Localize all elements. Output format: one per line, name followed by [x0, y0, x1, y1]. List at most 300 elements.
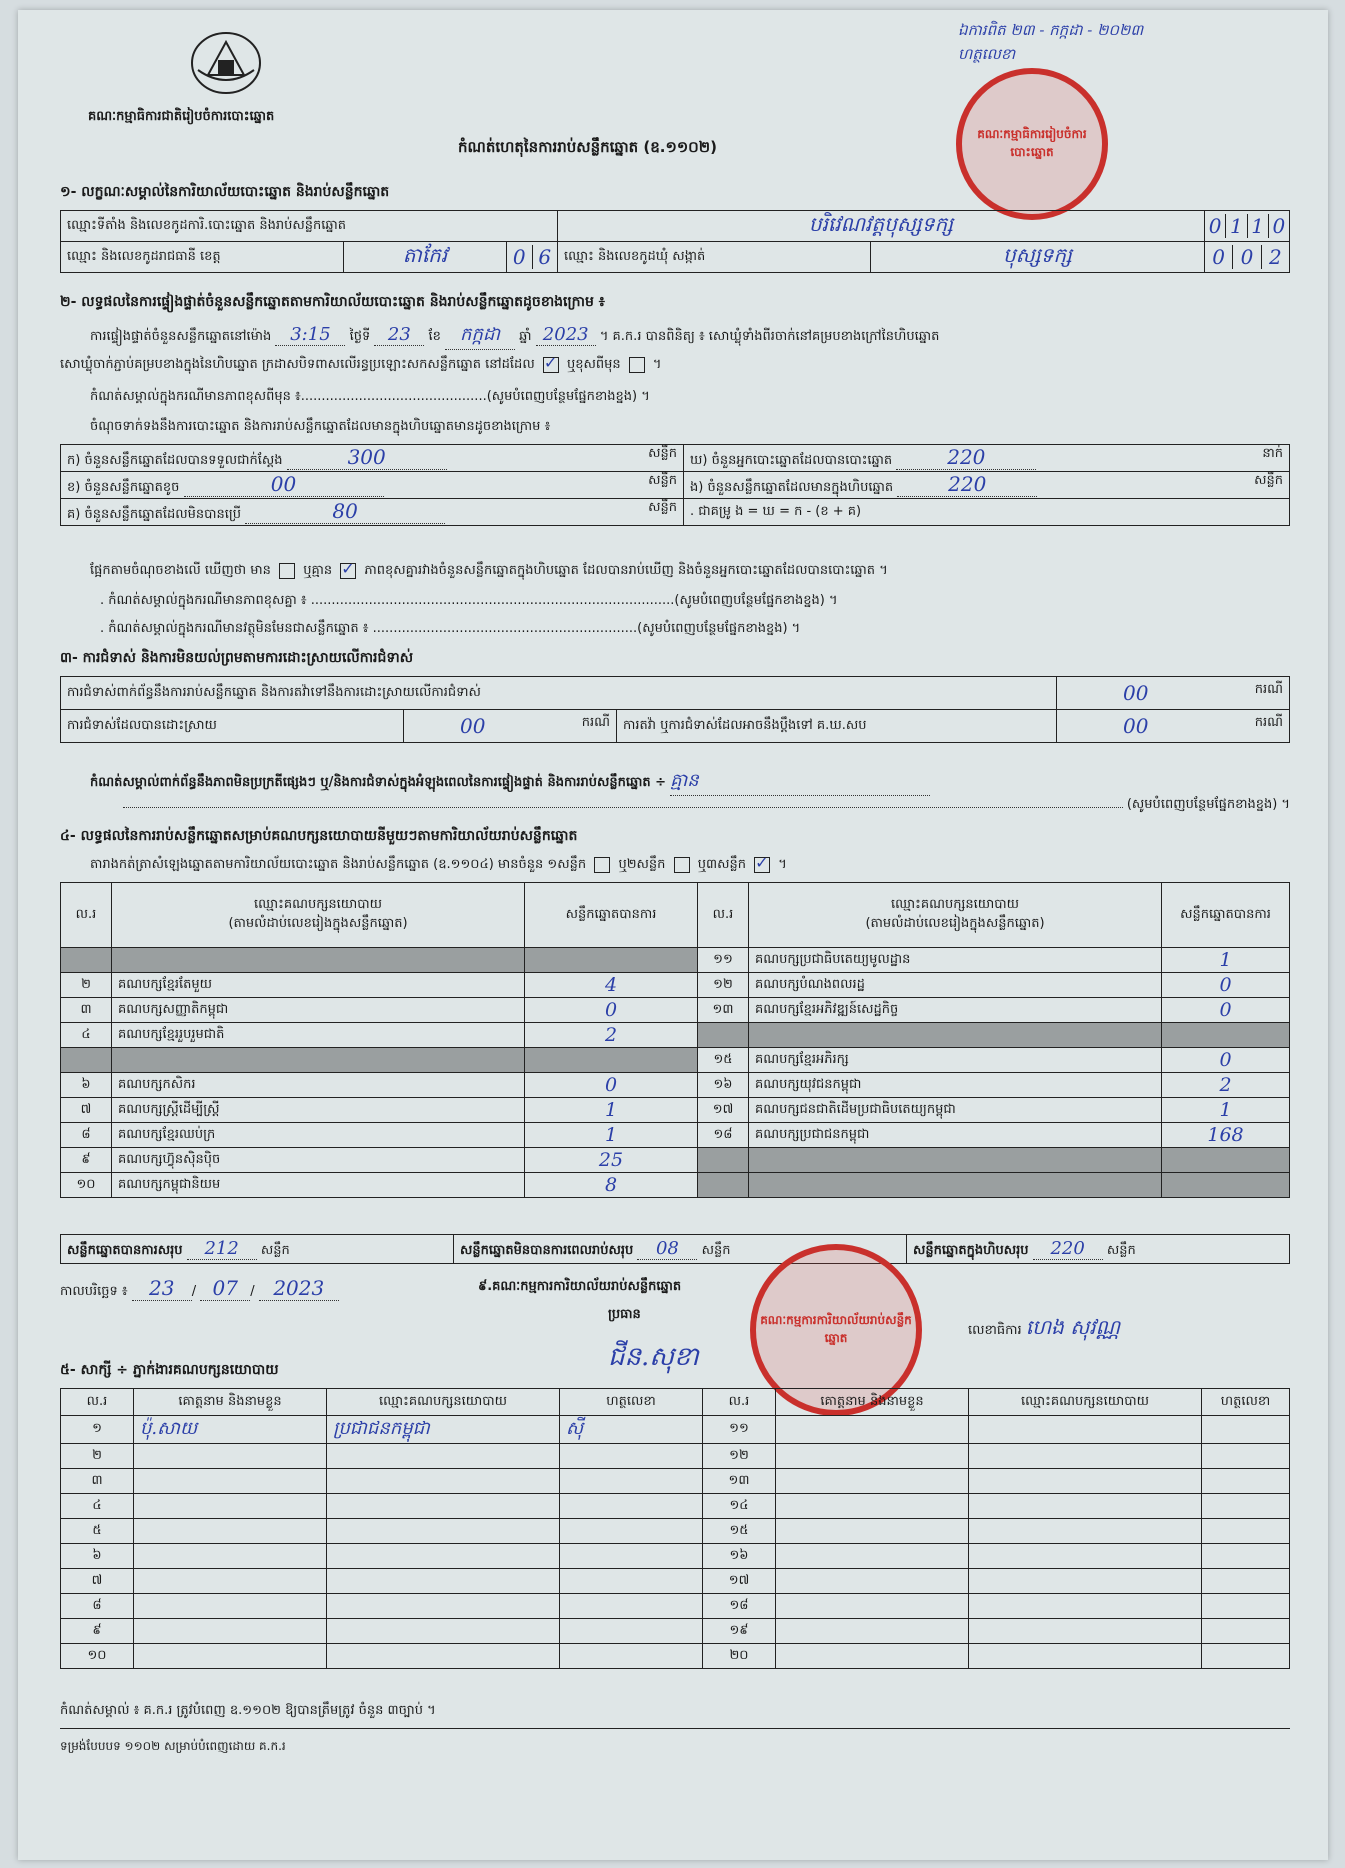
party-name: គណបក្សប្រជាធិបតេយ្យមូលដ្ឋាន — [749, 948, 1162, 973]
party-name: គណបក្សខ្មែរតែមួយ — [112, 973, 525, 998]
witness-no: ១២ — [703, 1444, 776, 1469]
two-sheet-label: ឬ២សន្លឹក — [618, 857, 666, 872]
secretary-signature: ហេង សុវណ្ណ — [1025, 1315, 1121, 1339]
verification-year: 2023 — [536, 324, 596, 346]
date-label: កាលបរិច្ឆេទ ៖ — [60, 1284, 128, 1299]
witness-name — [776, 1594, 969, 1619]
witness-no: ៣ — [61, 1469, 134, 1494]
province-label: ឈ្មោះ និងលេខកូដរាជធានី ខេត្ត — [61, 242, 344, 273]
location-code — [1205, 211, 1290, 242]
party-no: ១៥ — [698, 1048, 749, 1073]
col-no: ល.រ — [61, 883, 112, 948]
irregularity-value: គ្មាន — [670, 768, 930, 796]
appeal-count-cell — [1057, 710, 1290, 743]
unit-label: សន្លឹក — [648, 446, 677, 461]
party-votes: 8 — [525, 1173, 698, 1198]
case-unit: ករណី — [1254, 682, 1283, 697]
witness-no: ៤ — [61, 1494, 134, 1519]
section4-heading: ៤- លទ្ធផលនៃការរាប់សន្លឹកឆ្នោតសម្រាប់គណបក្សនយោបាយនីមួយៗតាមការិយាល័យរាប់សន្លឹកឆ្នោត — [60, 828, 578, 844]
table-row — [61, 1569, 1290, 1594]
witness-signature — [560, 1469, 703, 1494]
box-total: 220 — [1033, 1238, 1103, 1260]
col-no: ល.រ — [61, 1389, 134, 1416]
province-value: តាកែវ — [344, 242, 507, 273]
witness-name — [776, 1519, 969, 1544]
party-name: គណបក្សជនជាតិដើមប្រជាធិបតេយ្យកម្ពុជា — [749, 1098, 1162, 1123]
col-party — [112, 883, 525, 948]
witness-no: ១៣ — [703, 1469, 776, 1494]
col-sign: ហត្ថលេខា — [560, 1389, 703, 1416]
commune-value: បុស្សទក្ស — [871, 242, 1205, 273]
col-sign: ហត្ថលេខា — [1202, 1389, 1290, 1416]
section2-heading: ២- លទ្ធផលនៃការផ្ទៀងផ្ទាត់ចំនួនសន្លឹកឆ្នោតតាមការិយាល័យបោះឆ្នោត និងរាប់សន្លឹកឆ្នោតដូចខាងក្រោម ៖ — [60, 294, 605, 310]
code-digit: 6 — [538, 245, 552, 269]
party-votes: 1 — [525, 1098, 698, 1123]
party-rows — [61, 948, 1290, 1198]
resolved-count-cell — [404, 710, 617, 743]
party-votes — [525, 948, 698, 973]
col-name: គោត្តនាម និងនាមខ្លួន — [776, 1389, 969, 1416]
party-name — [749, 1148, 1162, 1173]
col-party: ឈ្មោះគណបក្សនយោបាយ — [969, 1389, 1202, 1416]
party-votes: 2 — [1162, 1073, 1290, 1098]
sheet-count-text: តារាងកត់ត្រាសំឡេងឆ្នោតតាមការិយាល័យបោះឆ្នោត និងរាប់សន្លឹកឆ្នោត (ឧ.១១០៤) មានចំនួន ១សន្លឹក — [90, 857, 587, 872]
chair-signature: ជីន.សុខា — [608, 1342, 699, 1372]
verification-time: 3:15 — [275, 324, 345, 346]
year-label: ឆ្នាំ — [519, 329, 532, 344]
official-stamp-bottom: គណៈកម្មការការិយាល័យរាប់សន្លឹកឆ្នោត — [750, 1244, 922, 1416]
form-page — [18, 10, 1328, 1860]
witness-name — [134, 1544, 327, 1569]
witness-party — [969, 1494, 1202, 1519]
witness-name — [134, 1444, 327, 1469]
party-votes: 168 — [1162, 1123, 1290, 1148]
party-name: គណបក្សបំណងពលរដ្ឋ — [749, 973, 1162, 998]
party-no: ១៣ — [698, 998, 749, 1023]
day-label: ថ្ងៃទី — [349, 329, 371, 344]
irregularity-tail — [60, 796, 1290, 815]
objection-table — [60, 676, 1290, 743]
col-votes: សន្លឹកឆ្នោតបានការ — [525, 883, 698, 948]
section1-heading: ១- លក្ខណៈសម្គាល់នៃការិយាល័យបោះឆ្នោត និងរាប់សន្លឹកឆ្នោត — [60, 184, 390, 200]
witness-party — [969, 1544, 1202, 1569]
party-votes — [1162, 1023, 1290, 1048]
witness-signature — [1202, 1444, 1290, 1469]
box-total-label: សន្លឹកឆ្នោតក្នុងហិបសរុប — [913, 1242, 1029, 1258]
section1-table — [60, 210, 1290, 273]
witness-name — [134, 1519, 327, 1544]
objection-label: ការជំទាស់ពាក់ព័ន្ធនឹងការរាប់សន្លឹកឆ្នោត និងការតវ៉ាទៅនឹងការដោះស្រាយលើការជំទាស់ — [61, 677, 1057, 710]
difference-text: ភាពខុសគ្នារវាងចំនួនសន្លឹកឆ្នោតក្នុងហិបឆ្នោត ដែលបានរាប់ឃើញ និងចំនួនអ្នកបោះឆ្នោតដែលបានបោះឆ្នោត ។ — [364, 563, 888, 578]
party-votes: 0 — [1162, 1048, 1290, 1073]
commune-code — [1205, 242, 1290, 273]
party-votes: 1 — [1162, 1098, 1290, 1123]
points-intro: ចំណុចទាក់ទងនឹងការបោះឆ្នោត និងការរាប់សន្លឹកឆ្នោតដែលមានក្នុងហិបឆ្នោតមានដូចខាងក្រោម ៖ — [90, 419, 551, 434]
seal-text: សោឃ្លុំចាក់ភ្ជាប់គម្របខាងក្នុងនៃហិបឆ្នោត ក្រដាសបិទពាសលើរន្ធប្រឡោះសកសន្លឹកឆ្នោត នៅដដែល — [60, 357, 535, 372]
party-votes: 2 — [525, 1023, 698, 1048]
case-unit: ករណី — [581, 715, 610, 730]
party-no — [698, 1023, 749, 1048]
seal-line: សោឃ្លុំចាក់ភ្ជាប់គម្របខាងក្នុងនៃហិបឆ្នោត ក្រដាសបិទពាសលើរន្ធប្រឡោះសកសន្លឹកឆ្នោត នៅដដែល ✓ ឬខុសពីមុន ។ — [60, 356, 661, 375]
code-digit: 1 — [1226, 214, 1247, 238]
spoiled-value: 00 — [184, 472, 384, 497]
invalid-total: 08 — [637, 1238, 697, 1260]
form-reference: ទម្រង់បែបបទ ១១០២ សម្រាប់បំពេញដោយ គ.ក.រ — [60, 1739, 286, 1753]
irregularity-tail-text: (សូមបំពេញបន្ថែមផ្នែកខាងខ្នង) ។ — [1126, 797, 1290, 812]
witness-party — [969, 1519, 1202, 1544]
corner-note: ឯការពិត ២៣ - កក្កដា - ២០២៣ ហត្ថលេខា — [958, 21, 1144, 63]
witness-no: ៨ — [61, 1594, 134, 1619]
appeal-label: ការតវ៉ា ឬការជំទាស់ដែលអាចនឹងប្តឹងទៅ គ.ឃ.សប — [617, 710, 1057, 743]
witness-name — [776, 1569, 969, 1594]
witness-no: ៦ — [61, 1544, 134, 1569]
table-row — [61, 1519, 1290, 1544]
witness-signature — [1202, 1544, 1290, 1569]
table-row — [61, 1173, 1290, 1198]
unit-label: សន្លឹក — [1106, 1242, 1136, 1258]
witness-signature — [560, 1519, 703, 1544]
unused-value: 80 — [245, 499, 445, 524]
witness-signature — [560, 1619, 703, 1644]
three-sheet-checkbox[interactable] — [754, 857, 770, 873]
witness-party — [969, 1416, 1202, 1444]
secretary-line — [968, 1314, 1120, 1344]
table-row — [61, 1619, 1290, 1644]
witness-name — [134, 1644, 327, 1669]
secretary-label: លេខាធិការ — [968, 1323, 1022, 1338]
party-no: ៤ — [61, 1023, 112, 1048]
party-name: គណបក្សប្រជាជនកម្ពុជា — [749, 1123, 1162, 1148]
unit-label: សន្លឹក — [701, 1242, 731, 1258]
witness-no: ២ — [61, 1444, 134, 1469]
code-digit: 0 — [1205, 214, 1226, 238]
party-name — [112, 948, 525, 973]
difference-remark: . កំណត់សម្គាល់ក្នុងករណីមានភាពខុសគ្នា ៖ ........................................................................................(សូមបំពេញបន្ថែមផ្នែកខាងខ្នង) ។ — [100, 593, 838, 608]
code-digit: 0 — [1205, 245, 1233, 269]
party-name — [749, 1173, 1162, 1198]
party-votes: 1 — [1162, 948, 1290, 973]
witness-party — [327, 1594, 560, 1619]
objection-count-cell — [1057, 677, 1290, 710]
party-no: ៧ — [61, 1098, 112, 1123]
party-no: ១៧ — [698, 1098, 749, 1123]
table-row — [61, 1148, 1290, 1173]
formula-cell: . ជាគម្រូ ង = ឃ = ក - (ខ + គ) — [684, 499, 1290, 526]
col-name: គោត្តនាម និងនាមខ្លួន — [134, 1389, 327, 1416]
box-ballots-value: 220 — [897, 472, 1037, 497]
witness-table — [60, 1388, 1290, 1669]
objection-count: 00 — [1123, 681, 1149, 705]
party-name: គណបក្សកសិករ — [112, 1073, 525, 1098]
unused-label: គ) ចំនួនសន្លឹកឆ្នោតដែលមិនបានប្រើ — [67, 507, 241, 522]
foreign-object-remark: . កំណត់សម្គាល់ក្នុងករណីមានវត្ថុមិនមែនជាសន្លឹកឆ្នោត ៖ ................................................................(សូមបំពេញបន្ថែមផ្នែកខាងខ្នង) ។ — [100, 621, 801, 636]
date-line: កាលបរិច្ឆេទ ៖ 23 / 07 / 2023 — [60, 1276, 339, 1302]
voters-value: 220 — [896, 445, 1036, 470]
changed-label: ឬខុសពីមុន — [566, 357, 621, 372]
witness-party — [969, 1469, 1202, 1494]
difference-note: កំណត់សម្គាល់ក្នុងករណីមានភាពខុសពីមុន ៖.............................................(សូមបំពេញបន្ថែមផ្នែកខាងខ្នង) ។ — [90, 389, 650, 404]
witness-party — [327, 1544, 560, 1569]
witness-no: ១៤ — [703, 1494, 776, 1519]
witness-signature — [560, 1594, 703, 1619]
party-name: គណបក្សខ្មែរអភិវឌ្ឍន៍សេដ្ឋកិច្ច — [749, 998, 1162, 1023]
sheet-count-line: តារាងកត់ត្រាសំឡេងឆ្នោតតាមការិយាល័យបោះឆ្នោត និងរាប់សន្លឹកឆ្នោត (ឧ.១១០៤) មានចំនួន ១សន្លឹក ឬ២សន្លឹក ឬ៣សន្លឹក ✓ ។ — [90, 856, 787, 875]
party-votes — [1162, 1173, 1290, 1198]
col-no: ល.រ — [698, 883, 749, 948]
witness-signature — [1202, 1494, 1290, 1519]
witness-name — [776, 1644, 969, 1669]
witness-no: ១ — [61, 1416, 134, 1444]
no-difference-checkbox[interactable] — [340, 563, 356, 579]
witness-name — [134, 1619, 327, 1644]
witness-signature — [1202, 1594, 1290, 1619]
witness-signature — [560, 1494, 703, 1519]
party-votes: 4 — [525, 973, 698, 998]
witness-no: ៧ — [61, 1569, 134, 1594]
col-party: ឈ្មោះគណបក្សនយោបាយ — [327, 1389, 560, 1416]
table-row — [61, 1644, 1290, 1669]
voters-label: ឃ) ចំនួនអ្នកបោះឆ្នោតដែលបានបោះឆ្នោត — [690, 453, 893, 468]
official-stamp-top: គណៈកម្មាធិការរៀបចំការបោះឆ្នោត — [956, 68, 1108, 220]
party-name — [749, 1023, 1162, 1048]
witness-party — [969, 1619, 1202, 1644]
witness-no: ៥ — [61, 1519, 134, 1544]
voters-cell — [684, 445, 1290, 472]
party-no: ២ — [61, 973, 112, 998]
party-name: គណបក្សកម្ពុជានិយម — [112, 1173, 525, 1198]
table-row — [61, 1416, 1290, 1444]
party-name: គណបក្សខ្មែរអភិរក្ស — [749, 1048, 1162, 1073]
col-party-sub: (តាមលំដាប់លេខរៀងក្នុងសន្លឹកឆ្នោត) — [228, 916, 408, 931]
case-unit: ករណី — [1254, 715, 1283, 730]
section3-heading: ៣- ការជំទាស់ និងការមិនយល់ព្រមតាមការដោះស្រាយលើការជំទាស់ — [60, 650, 414, 666]
table-row — [61, 1594, 1290, 1619]
party-no: ៨ — [61, 1123, 112, 1148]
invalid-total-label: សន្លឹកឆ្នោតមិនបានការពេលរាប់សរុប — [460, 1242, 634, 1258]
party-no — [61, 948, 112, 973]
difference-check-line — [90, 562, 888, 581]
witness-no: ១៥ — [703, 1519, 776, 1544]
emblem-icon — [188, 30, 264, 96]
location-value: បរិវេណវត្តបុស្សទក្ស — [558, 211, 1205, 242]
table-row — [61, 1073, 1290, 1098]
party-votes — [525, 1048, 698, 1073]
has-label: ផ្អែកតាមចំណុចខាងលើ ឃើញថា មាន — [90, 563, 271, 578]
changed-checkbox[interactable] — [629, 357, 645, 373]
party-no: ៩ — [61, 1148, 112, 1173]
verification-text-tail: ។ គ.ក.រ បានពិនិត្យ ៖ សោឃ្លុំទាំងពីរចាក់នៅគម្របខាងក្រៅនៃហិបឆ្នោត — [599, 329, 940, 344]
witness-signature — [560, 1569, 703, 1594]
valid-total-cell — [61, 1235, 454, 1264]
totals-table — [60, 1234, 1290, 1264]
location-label: ឈ្មោះទីតាំង និងលេខកូដការិ.បោះឆ្នោត និងរាប់សន្លឹកឆ្នោត — [61, 211, 558, 242]
verification-text: ការផ្ទៀងផ្ទាត់ចំនួនសន្លឹកឆ្នោតនៅម៉ោង — [90, 329, 272, 344]
date-month: 07 — [200, 1276, 250, 1301]
unit-label: សន្លឹក — [1254, 473, 1283, 488]
code-digit: 0 — [1272, 214, 1286, 238]
party-name: គណបក្សសញ្ញាតិកម្ពុជា — [112, 998, 525, 1023]
witness-name — [776, 1444, 969, 1469]
irregularity-label: កំណត់សម្គាល់ពាក់ព័ន្ធនឹងភាពមិនប្រក្រតីផ្សេងៗ ឬ/និងការជំទាស់ក្នុងអំឡុងពេលនៃការផ្ទៀងផ្ទាត់ និងការរាប់សន្លឹកឆ្នោត ÷ — [90, 775, 667, 790]
witness-name — [134, 1494, 327, 1519]
col-party — [749, 883, 1162, 948]
unit-label: នាក់ — [1262, 446, 1283, 461]
party-votes: 0 — [1162, 998, 1290, 1023]
table-row — [61, 1469, 1290, 1494]
verification-day: 23 — [374, 324, 424, 346]
witness-no: ១១ — [703, 1416, 776, 1444]
witness-signature: ស៊ី — [560, 1416, 703, 1444]
party-no: ៣ — [61, 998, 112, 1023]
witness-no: ១០ — [61, 1644, 134, 1669]
party-votes: 0 — [525, 998, 698, 1023]
witness-party — [969, 1569, 1202, 1594]
table-row — [61, 998, 1290, 1023]
witness-no: ១៦ — [703, 1544, 776, 1569]
col-party-label: ឈ្មោះគណបក្សនយោបាយ — [254, 897, 382, 912]
table-row — [61, 1098, 1290, 1123]
col-no: ល.រ — [703, 1389, 776, 1416]
witness-no: ២០ — [703, 1644, 776, 1669]
box-ballots-label: ង) ចំនួនសន្លឹកឆ្នោតដែលមានក្នុងហិបឆ្នោត — [690, 480, 894, 495]
party-name: គណបក្សខ្មែររួបរួមជាតិ — [112, 1023, 525, 1048]
received-ballots-cell — [61, 445, 684, 472]
table-row — [61, 1444, 1290, 1469]
month-label: ខែ — [428, 329, 441, 344]
footer-note: កំណត់សម្គាល់ ៖ គ.ក.រ ត្រូវបំពេញ ឧ.១១០២ ឱ្យបានត្រឹមត្រូវ ចំនួន ៣ច្បាប់ ។ — [60, 1703, 436, 1718]
witness-signature — [1202, 1469, 1290, 1494]
box-total-cell — [907, 1235, 1290, 1264]
same-checkbox[interactable] — [543, 357, 559, 373]
date-year: 2023 — [259, 1276, 339, 1301]
witness-signature — [1202, 1569, 1290, 1594]
party-name: គណបក្សហ៊្វុនស៊ិនប៉ិច — [112, 1148, 525, 1173]
table-row — [61, 973, 1290, 998]
witness-name — [134, 1594, 327, 1619]
spoiled-ballots-cell — [61, 472, 684, 499]
received-label: ក) ចំនួនសន្លឹកឆ្នោតដែលបានទទួលជាក់ស្តែង — [67, 453, 283, 468]
witness-signature — [1202, 1416, 1290, 1444]
witness-party — [327, 1519, 560, 1544]
province-code — [507, 242, 558, 273]
witness-name — [776, 1544, 969, 1569]
table-row — [61, 1048, 1290, 1073]
unit-label: សន្លឹក — [260, 1242, 290, 1258]
party-no — [61, 1048, 112, 1073]
party-votes: 1 — [525, 1123, 698, 1148]
resolved-label: ការជំទាស់ដែលបានដោះស្រាយ — [61, 710, 404, 743]
party-no: ១០ — [61, 1173, 112, 1198]
box-ballots-cell — [684, 472, 1290, 499]
witness-rows — [61, 1416, 1290, 1669]
party-no: ៦ — [61, 1073, 112, 1098]
witness-signature — [1202, 1644, 1290, 1669]
witness-party — [327, 1444, 560, 1469]
chair-title: ប្រធាន — [608, 1307, 641, 1322]
two-sheet-checkbox[interactable] — [674, 857, 690, 873]
party-no: ១៨ — [698, 1123, 749, 1148]
witness-party — [327, 1494, 560, 1519]
witness-party — [969, 1444, 1202, 1469]
party-no — [698, 1148, 749, 1173]
party-no: ១២ — [698, 973, 749, 998]
committee-title: ៩.គណៈកម្មការការិយាល័យរាប់សន្លឹកឆ្នោត — [478, 1279, 682, 1294]
col-votes: សន្លឹកឆ្នោតបានការ — [1162, 883, 1290, 948]
table-row — [61, 1123, 1290, 1148]
unused-ballots-cell — [61, 499, 684, 526]
party-no: ១៦ — [698, 1073, 749, 1098]
commune-label: ឈ្មោះ និងលេខកូដឃុំ សង្កាត់ — [558, 242, 871, 273]
witness-signature — [1202, 1519, 1290, 1544]
appeal-count: 00 — [1123, 714, 1149, 738]
party-votes: 0 — [1162, 973, 1290, 998]
verification-month: កក្កដា — [445, 322, 515, 350]
unit-label: សន្លឹក — [648, 473, 677, 488]
witness-signature — [560, 1544, 703, 1569]
code-digit: 1 — [1248, 214, 1269, 238]
party-name: គណបក្សស្ត្រីដើម្បីស្ត្រី — [112, 1098, 525, 1123]
col-party-sub: (តាមលំដាប់លេខរៀងក្នុងសន្លឹកឆ្នោត) — [865, 916, 1045, 931]
witness-name: ប៉ុ.សាយ — [134, 1416, 327, 1444]
witness-signature — [560, 1644, 703, 1669]
has-difference-checkbox[interactable] — [279, 563, 295, 579]
party-votes — [1162, 1148, 1290, 1173]
code-digit: 0 — [1233, 245, 1261, 269]
received-value: 300 — [287, 445, 447, 470]
party-votes: 25 — [525, 1148, 698, 1173]
witness-party — [969, 1644, 1202, 1669]
section5-heading: ៥- សាក្សី ÷ ភ្នាក់ងារគណបក្សនយោបាយ — [60, 1362, 279, 1378]
table-row — [61, 1494, 1290, 1519]
witness-no: ១៨ — [703, 1594, 776, 1619]
witness-party — [327, 1569, 560, 1594]
party-name: គណបក្សយុវជនកម្ពុជា — [749, 1073, 1162, 1098]
party-name: គណបក្សខ្មែរឈប់ក្រ — [112, 1123, 525, 1148]
party-votes: 0 — [525, 1073, 698, 1098]
date-day: 23 — [132, 1276, 192, 1301]
witness-signature — [560, 1444, 703, 1469]
form-title: កំណត់ហេតុនៃការរាប់សន្លឹកឆ្នោត (ឧ.១១០២) — [458, 138, 718, 156]
party-results-table — [60, 882, 1290, 1198]
one-sheet-checkbox[interactable] — [594, 857, 610, 873]
party-name — [112, 1048, 525, 1073]
party-no: ១១ — [698, 948, 749, 973]
witness-party — [969, 1594, 1202, 1619]
witness-name — [134, 1569, 327, 1594]
code-digit: 0 — [507, 245, 533, 269]
party-no — [698, 1173, 749, 1198]
spoiled-label: ខ) ចំនួនសន្លឹកឆ្នោតខូច — [67, 480, 180, 495]
witness-name — [776, 1619, 969, 1644]
witness-no: ១៧ — [703, 1569, 776, 1594]
witness-name — [776, 1416, 969, 1444]
code-digit: 2 — [1268, 245, 1282, 269]
irregularity-note — [90, 768, 930, 796]
witness-party — [327, 1469, 560, 1494]
org-name: គណៈកម្មាធិការជាតិរៀបចំការបោះឆ្នោត — [88, 109, 275, 124]
col-party-label: ឈ្មោះគណបក្សនយោបាយ — [891, 897, 1019, 912]
witness-name — [776, 1469, 969, 1494]
valid-total-label: សន្លឹកឆ្នោតបានការសរុប — [67, 1242, 183, 1258]
table-row — [61, 1544, 1290, 1569]
none-label: ឬគ្មាន — [303, 563, 333, 578]
witness-party — [327, 1644, 560, 1669]
ballot-count-table — [60, 444, 1290, 526]
three-sheet-label: ឬ៣សន្លឹក — [697, 857, 746, 872]
verification-line — [90, 322, 939, 350]
table-row — [61, 948, 1290, 973]
witness-name — [776, 1494, 969, 1519]
